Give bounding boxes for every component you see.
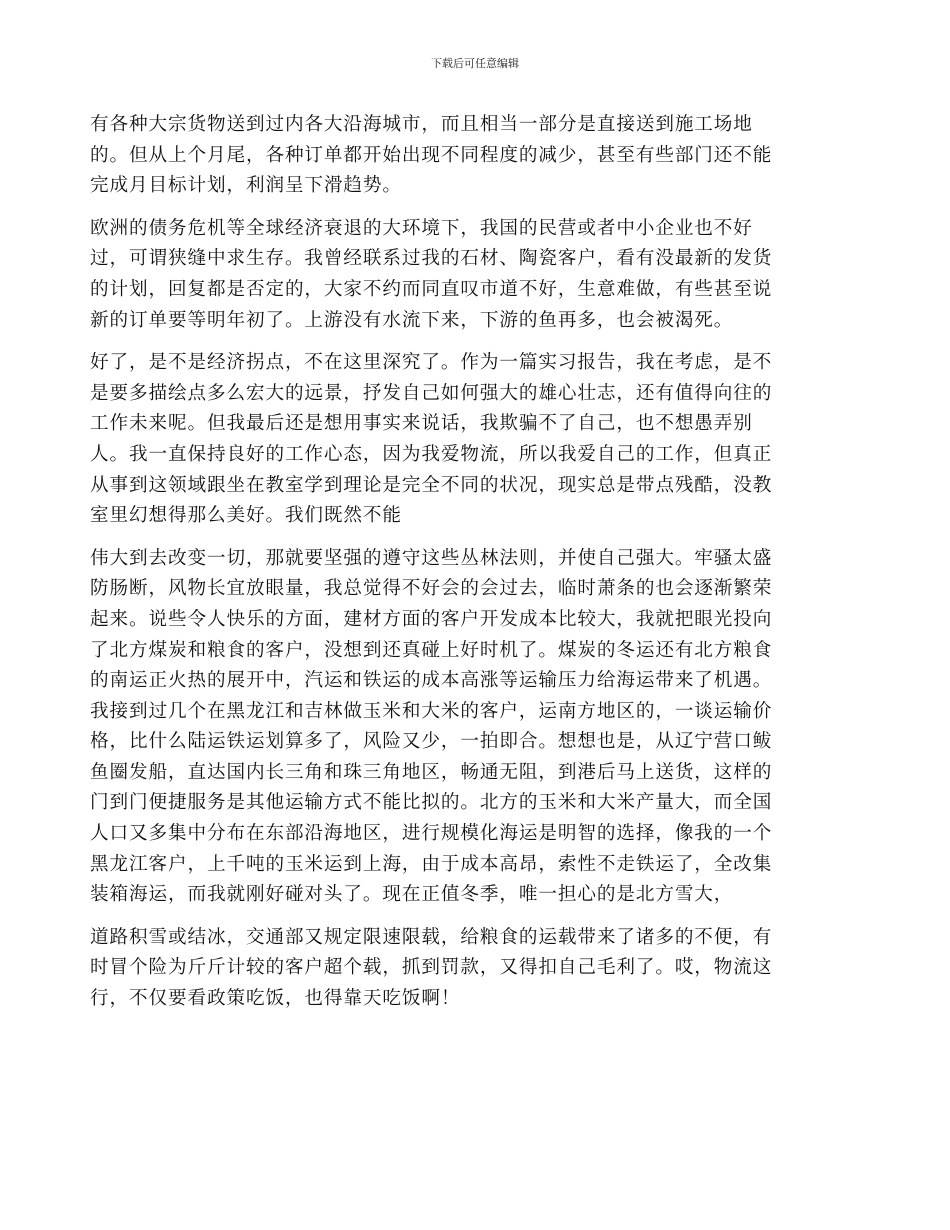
page-header: 下载后可任意编辑 bbox=[431, 57, 519, 70]
text-line: 的。但从上个月尾，各种订单都开始出现不同程度的减少，甚至有些部门还不能 bbox=[90, 144, 773, 166]
text-line: 鱼圈发船，直达国内长三角和珠三角地区，畅通无阻，到港后马上送货，这样的 bbox=[90, 761, 773, 783]
text-line: 人口又多集中分布在东部沿海地区，进行规模化海运是明智的选择，像我的一个 bbox=[90, 823, 773, 845]
text-line: 新的订单要等明年初了。上游没有水流下来，下游的鱼再多，也会被渴死。 bbox=[90, 309, 734, 331]
document-body bbox=[90, 110, 865, 1027]
text-line: 起来。说些令人快乐的方面，建材方面的客户开发成本比较大，我就把眼光投向 bbox=[90, 608, 773, 630]
paragraph-4 bbox=[90, 544, 865, 911]
paragraph-3 bbox=[90, 348, 865, 532]
text-line: 过，可谓狭缝中求生存。我曾经联系过我的石材、陶瓷客户，看有没最新的发货 bbox=[90, 248, 773, 270]
paragraph-2 bbox=[90, 214, 865, 336]
text-line: 时冒个险为斤斤计较的客户超个载，抓到罚款，又得扣自己毛利了。哎，物流这 bbox=[90, 957, 773, 979]
text-line: 是要多描绘点多么宏大的远景，抒发自己如何强大的雄心壮志，还有值得向往的 bbox=[90, 382, 773, 404]
text-line: 完成月目标计划，利润呈下滑趋势。 bbox=[90, 175, 402, 197]
text-line: 道路积雪或结冰，交通部又规定限速限载，给粮食的运载带来了诸多的不便，有 bbox=[90, 926, 773, 948]
text-line: 我接到过几个在黑龙江和吉林做玉米和大米的客户，运南方地区的，一谈运输价 bbox=[90, 700, 773, 722]
text-line: 装箱海运，而我就刚好碰对头了。现在正值冬季，唯一担心的是北方雪大， bbox=[90, 884, 734, 906]
paragraph-5 bbox=[90, 923, 865, 1015]
text-line: 欧洲的债务危机等全球经济衰退的大环境下，我国的民营或者中小企业也不好 bbox=[90, 217, 753, 239]
text-line: 人。我一直保持良好的工作心态，因为我爱物流，所以我爱自己的工作，但真正 bbox=[90, 443, 773, 465]
text-line: 工作未来呢。但我最后还是想用事实来说话，我欺骗不了自己，也不想愚弄别 bbox=[90, 413, 753, 435]
text-line: 门到门便捷服务是其他运输方式不能比拟的。北方的玉米和大米产量大，而全国 bbox=[90, 792, 773, 814]
text-line: 防肠断，风物长宜放眼量，我总觉得不好会的会过去，临时萧条的也会逐渐繁荣 bbox=[90, 578, 773, 600]
paragraph-1 bbox=[90, 110, 865, 202]
text-line: 的计划，回复都是否定的，大家不约而同直叹市道不好，生意难做，有些甚至说 bbox=[90, 278, 773, 300]
text-line: 伟大到去改变一切，那就要坚强的遵守这些丛林法则，并使自己强大。牢骚太盛 bbox=[90, 547, 773, 569]
text-line: 格，比什么陆运铁运划算多了，风险又少，一拍即合。想想也是，从辽宁营口鲅 bbox=[90, 731, 773, 753]
text-line: 室里幻想得那么美好。我们既然不能 bbox=[90, 505, 402, 527]
text-line: 好了，是不是经济拐点，不在这里深究了。作为一篇实习报告，我在考虑，是不 bbox=[90, 352, 773, 374]
text-line: 有各种大宗货物送到过内各大沿海城市，而且相当一部分是直接送到施工场地 bbox=[90, 114, 753, 135]
text-line: 黑龙江客户，上千吨的玉米运到上海，由于成本高昂，索性不走铁运了，全改集 bbox=[90, 853, 773, 875]
text-line: 从事到这领域跟坐在教室学到理论是完全不同的状况，现实总是带点残酷，没教 bbox=[90, 474, 773, 496]
text-line: 行，不仅要看政策吃饭，也得靠天吃饭啊！ bbox=[90, 988, 461, 1010]
text-line: 了北方煤炭和粮食的客户，没想到还真碰上好时机了。煤炭的冬运还有北方粮食 bbox=[90, 639, 773, 661]
text-line: 的南运正火热的展开中，汽运和铁运的成本高涨等运输压力给海运带来了机遇。 bbox=[90, 670, 773, 692]
